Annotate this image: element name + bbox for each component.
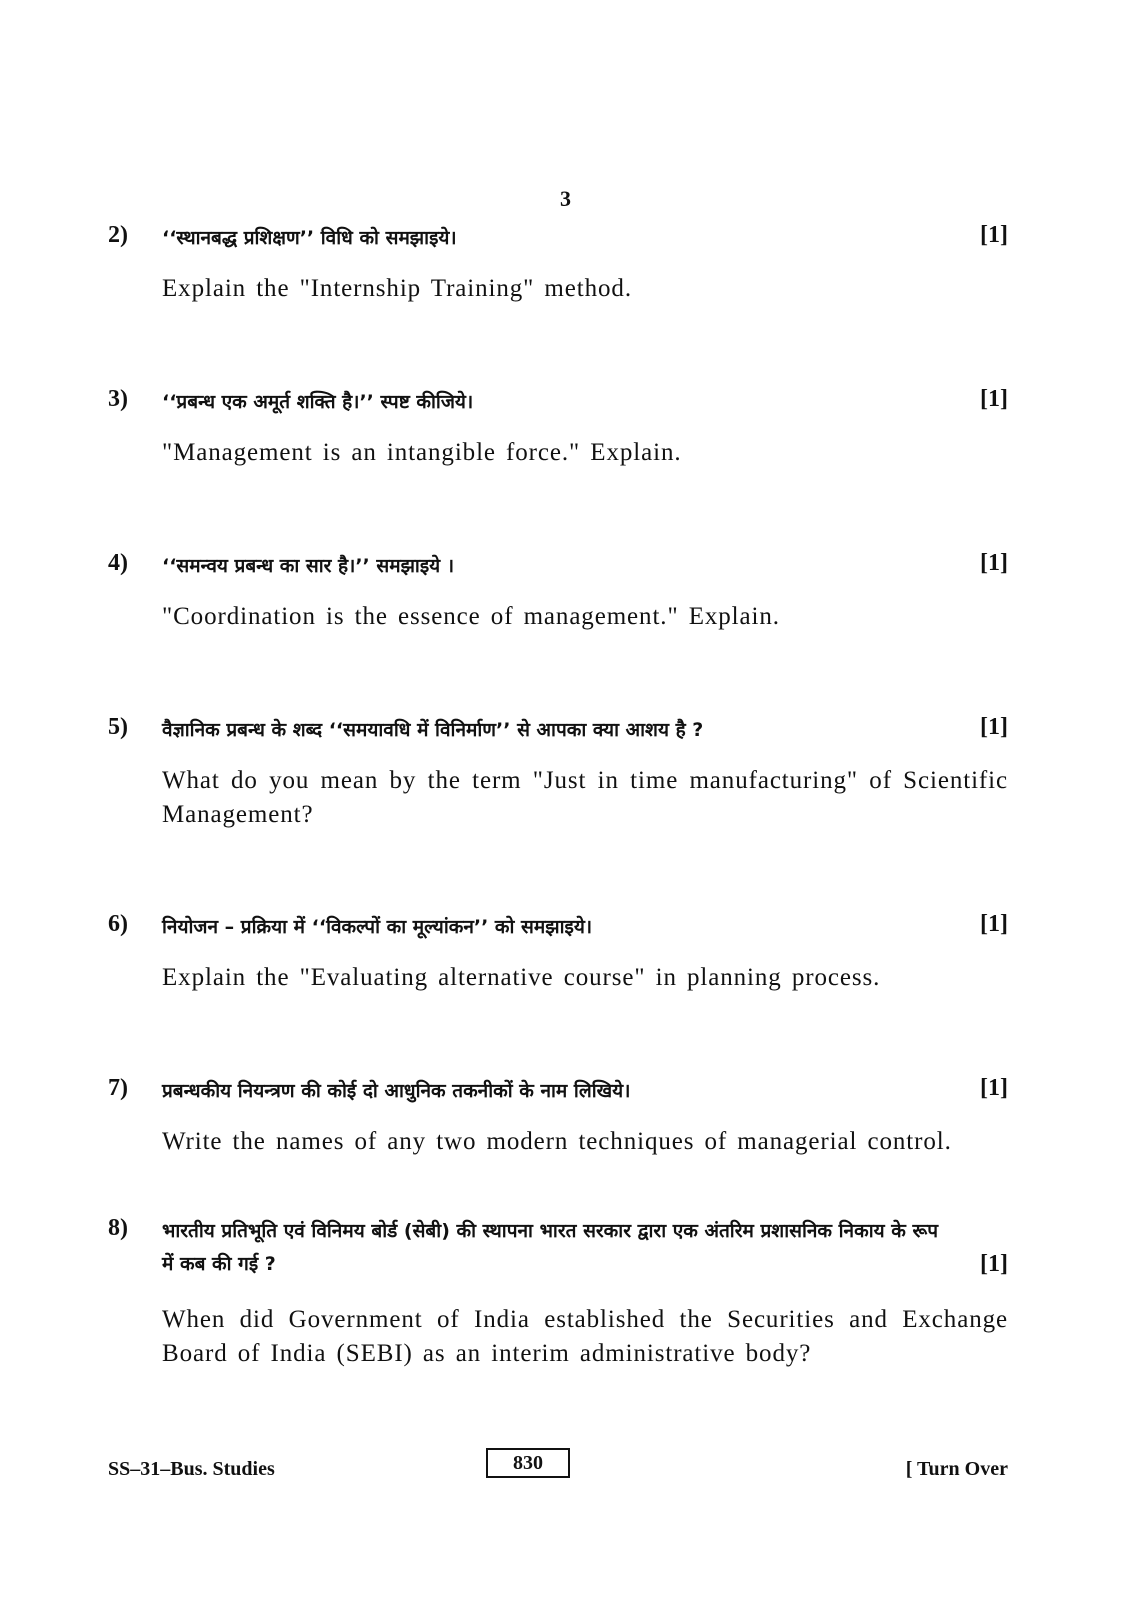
question-marks: [1] — [980, 550, 1008, 576]
question-english: Explain the "Evaluating alternative course" in planning process. — [162, 964, 881, 991]
question-english: "Management is an intangible force." Explain. — [162, 439, 682, 466]
question-number: 4) — [108, 550, 128, 576]
question-hindi: ‘‘समन्वय प्रबन्ध का सार है।’’ समझाइये । — [162, 555, 455, 577]
question-number: 5) — [108, 714, 128, 740]
question-marks: [1] — [980, 714, 1008, 740]
question-english: "Coordination is the essence of management." Explain. — [162, 603, 780, 630]
question-marks: [1] — [980, 222, 1008, 248]
question-marks: [1] — [980, 1075, 1008, 1101]
question-marks: [1] — [980, 386, 1008, 412]
question-hindi: भारतीय प्रतिभूति एवं विनिमय बोर्ड (सेबी) की स्थापना भारत सरकार द्वारा एक अंतरिम प्रशासनिक निकाय के रूप में कब की गई ? — [162, 1220, 939, 1275]
question-english: When did Government of India established the Securities and Exchange Board of India (SEBI) as an interim administrative body? — [162, 1306, 1008, 1367]
question-marks: [1] — [980, 1251, 1008, 1277]
paper-code: SS–31–Bus. Studies — [108, 1458, 275, 1480]
question-hindi: ‘‘स्थानबद्ध प्रशिक्षण’’ विधि को समझाइये। — [162, 227, 457, 249]
question-number: 3) — [108, 386, 128, 412]
page-footer — [108, 1452, 1008, 1488]
question-hindi: नियोजन – प्रक्रिया में ‘‘विकल्पों का मूल्यांकन’’ को समझाइये। — [162, 916, 593, 938]
question-hindi: प्रबन्धकीय नियन्त्रण की कोई दो आधुनिक तकनीकों के नाम लिखिये। — [162, 1080, 631, 1102]
question-hindi: वैज्ञानिक प्रबन्ध के शब्द ‘‘समयावधि में विनिर्माण’’ से आपका क्या आशय है ? — [162, 719, 704, 741]
question-number: 2) — [108, 222, 128, 248]
question-marks: [1] — [980, 911, 1008, 937]
question-number: 7) — [108, 1075, 128, 1101]
question-hindi: ‘‘प्रबन्ध एक अमूर्त शक्ति है।’’ स्पष्ट कीजिये। — [162, 391, 474, 413]
question-english: Explain the "Internship Training" method. — [162, 275, 632, 302]
question-english: Write the names of any two modern techniques of managerial control. — [162, 1128, 952, 1155]
turn-over-label: [ Turn Over — [905, 1458, 1008, 1480]
page-number: 3 — [560, 186, 571, 211]
page-code-box: 830 — [486, 1448, 570, 1478]
question-number: 8) — [108, 1215, 128, 1241]
question-english: What do you mean by the term "Just in time manufacturing" of Scientific Management? — [162, 767, 1008, 828]
question-number: 6) — [108, 911, 128, 937]
